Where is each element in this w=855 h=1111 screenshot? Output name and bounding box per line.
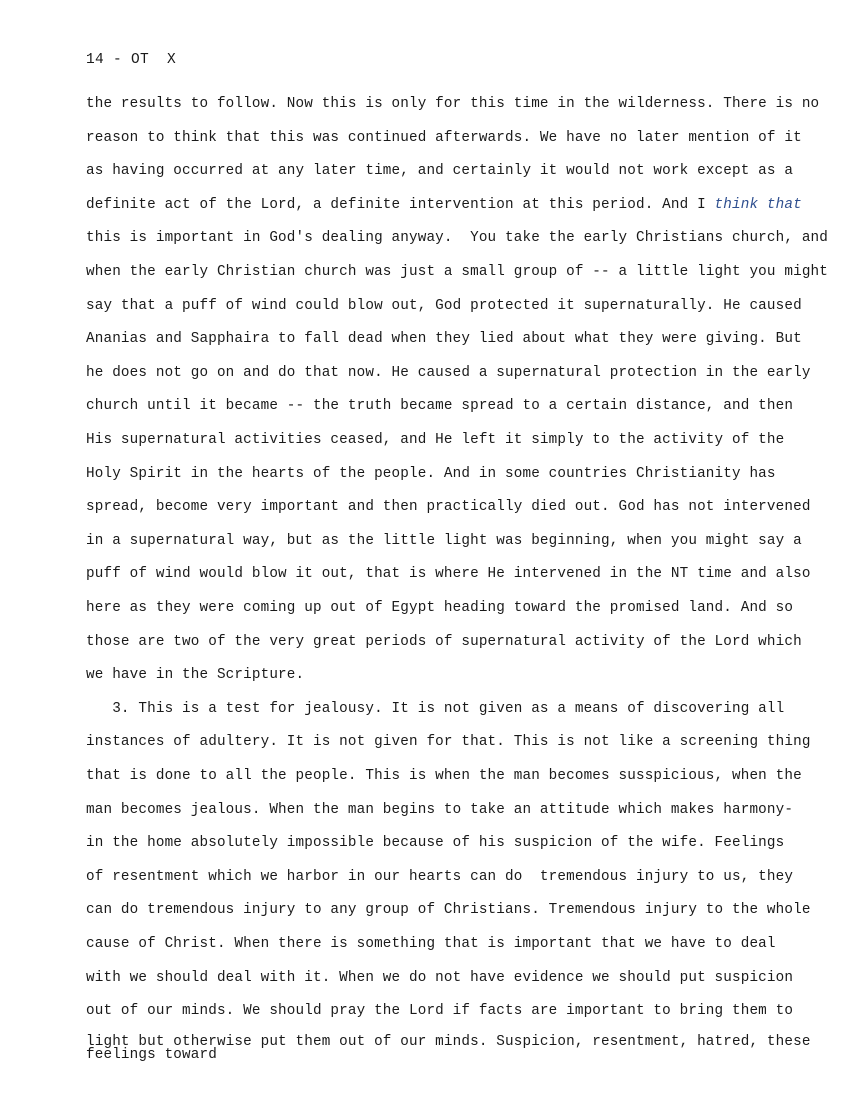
page-header: 14 - OT X: [86, 52, 177, 68]
text-line-content: of resentment which we harbor in our hearts can do tremendous injury to us, they: [86, 868, 794, 885]
text-line: [86, 228, 828, 248]
text-line: [86, 296, 802, 316]
text-line-overtyped: feelings toward: [86, 1047, 217, 1063]
text-line: [86, 564, 811, 584]
text-line-content: say that a puff of wind could blow out, God protected it supernaturally. He caused: [86, 297, 802, 314]
text-line: [86, 161, 793, 181]
text-line: [86, 1001, 793, 1021]
text-line-content: can do tremendous injury to any group of Christians. Tremendous injury to the whole: [86, 902, 811, 919]
text-line: [86, 900, 811, 920]
text-line: [86, 766, 802, 786]
text-line-content: that is done to all the people. This is when the man becomes susspicious, when the: [86, 768, 802, 784]
text-line: [86, 934, 776, 954]
text-line-content: when the early Christian church was just a small group of -- a little light you might: [86, 264, 829, 280]
text-line: [86, 598, 793, 618]
text-line-last: light but otherwise put them out of our minds. Suspicion, resentment, hatred, these: [86, 1034, 811, 1050]
text-line: [86, 195, 802, 215]
text-line-content: the results to follow. Now this is only for this time in the wilderness. There is no: [86, 96, 820, 112]
text-line-content: he does not go on and do that now. He caused a supernatural protection in the early: [86, 364, 811, 381]
text-line-content: His supernatural activities ceased, and He left it simply to the activity of the: [86, 432, 785, 448]
text-line-content: in the home absolutely impossible because of his suspicion of the wife. Feelings: [86, 835, 785, 852]
text-line-content: here as they were coming up out of Egypt heading toward the promised land. And so: [86, 600, 794, 616]
handwritten-insertion: think that: [714, 196, 802, 213]
text-line-content: definite act of the Lord, a definite intervention at this period. And I: [86, 196, 715, 213]
text-line: [86, 464, 776, 484]
text-line-content: with we should deal with it. When we do not have evidence we should put suspicion: [86, 969, 794, 986]
text-line: [86, 867, 793, 887]
text-line-content: Holy Spirit in the hearts of the people. And in some countries Christianity has: [86, 465, 776, 482]
text-line-content: reason to think that this was continued afterwards. We have no later mention of it: [86, 129, 802, 146]
text-line-content: those are two of the very great periods of supernatural activity of the Lord which: [86, 633, 802, 650]
text-line-content: man becomes jealous. When the man begins to take an attitude which makes harmony-: [86, 801, 794, 818]
text-line: [86, 968, 793, 988]
text-line-content: 3. This is a test for jealousy. It is not given as a means of discovering all: [86, 700, 785, 717]
text-line-content: cause of Christ. When there is something that is important that we have to deal: [86, 936, 776, 952]
text-line-content: this is important in God's dealing anyway. You take the early Christians church, and: [86, 230, 829, 247]
text-line-content: puff of wind would blow it out, that is where He intervened in the NT time and also: [86, 566, 811, 583]
text-line: [86, 833, 784, 853]
text-line: [86, 94, 819, 114]
text-line: [86, 632, 802, 652]
text-line: [86, 430, 784, 450]
text-line: [86, 699, 784, 719]
text-line: [86, 497, 811, 517]
text-line: [86, 665, 304, 685]
text-line: [86, 262, 828, 282]
text-line-content: instances of adultery. It is not given for that. This is not like a screening thing: [86, 734, 811, 751]
text-line: [86, 363, 811, 383]
text-line: [86, 396, 793, 416]
text-line: [86, 128, 802, 148]
text-line-content: in a supernatural way, but as the little light was beginning, when you might say a: [86, 532, 802, 549]
text-line: [86, 531, 802, 551]
text-line: [86, 732, 811, 752]
text-line-content: we have in the Scripture.: [86, 667, 305, 684]
text-line-content: spread, become very important and then practically died out. God has not intervened: [86, 499, 811, 516]
text-line-content: as having occurred at any later time, and certainly it would not work except as a: [86, 163, 794, 180]
text-line-content: church until it became -- the truth became spread to a certain distance, and then: [86, 398, 794, 415]
text-line-content: Ananias and Sapphaira to fall dead when they lied about what they were giving. But: [86, 331, 802, 348]
text-line-content: out of our minds. We should pray the Lord if facts are important to bring them to: [86, 1003, 794, 1020]
text-line: [86, 800, 793, 820]
text-line: [86, 329, 802, 349]
